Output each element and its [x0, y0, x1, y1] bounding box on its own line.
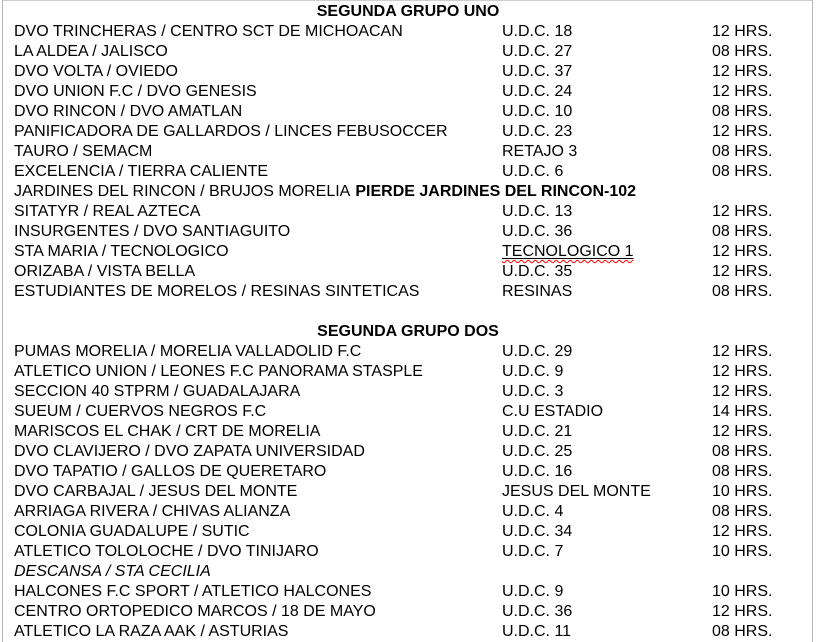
match-cell — [14, 562, 211, 582]
schedule-row — [0, 522, 816, 542]
result-note: PIERDE JARDINES DEL RINCON-102 — [355, 183, 637, 200]
match-cell — [14, 262, 195, 282]
time-cell — [712, 522, 772, 542]
schedule-row — [0, 462, 816, 482]
venue-wrap — [502, 483, 651, 500]
schedule-row — [0, 602, 816, 622]
match-cell — [14, 462, 326, 482]
page-boundary-top — [2, 0, 813, 1]
schedule-row — [0, 262, 816, 282]
venue-text: RESINAS — [502, 283, 573, 300]
venue-wrap — [502, 23, 572, 40]
venue-wrap — [502, 83, 572, 100]
venue-text: U.D.C. 34 — [502, 523, 573, 540]
match-cell — [14, 142, 152, 162]
match-text: SITATYR / REAL AZTECA — [14, 203, 201, 220]
venue-cell — [502, 102, 572, 122]
schedule-row — [0, 122, 816, 142]
schedule-row — [0, 482, 816, 502]
time-cell — [712, 142, 772, 162]
time-text: 08 HRS. — [712, 463, 773, 480]
schedule-row — [0, 22, 816, 42]
venue-cell — [502, 142, 577, 162]
match-cell — [14, 482, 297, 502]
venue-wrap — [502, 63, 572, 80]
match-text: EXCELENCIA / TIERRA CALIENTE — [14, 163, 269, 180]
match-cell — [14, 242, 229, 262]
time-text: 08 HRS. — [712, 503, 773, 520]
match-text: JARDINES DEL RINCON / BRUJOS MORELIA — [14, 183, 351, 200]
venue-wrap — [502, 383, 563, 400]
venue-text: U.D.C. 13 — [502, 203, 573, 220]
schedule-row — [0, 182, 816, 202]
match-text: TAURO / SEMACM — [14, 143, 153, 160]
time-cell — [712, 102, 772, 122]
time-text: 08 HRS. — [712, 283, 773, 300]
time-text: 10 HRS. — [712, 583, 773, 600]
time-cell — [712, 282, 772, 302]
time-cell — [712, 262, 772, 282]
match-cell — [14, 342, 361, 362]
time-cell — [712, 442, 772, 462]
match-cell — [14, 182, 636, 202]
match-text: PUMAS MORELIA / MORELIA VALLADOLID F.C — [14, 343, 362, 360]
match-text: DVO UNION F.C / DVO GENESIS — [14, 83, 257, 100]
venue-cell — [502, 502, 563, 522]
section-segunda-grupo-dos — [0, 322, 816, 642]
rows — [0, 22, 816, 302]
venue-text: U.D.C. 23 — [502, 123, 573, 140]
match-cell — [14, 582, 371, 602]
venue-cell — [502, 362, 563, 382]
time-cell — [712, 122, 772, 142]
time-text: 08 HRS. — [712, 163, 773, 180]
match-text: COLONIA GUADALUPE / SUTIC — [14, 523, 250, 540]
schedule-row — [0, 102, 816, 122]
time-cell — [712, 462, 772, 482]
schedule-row — [0, 82, 816, 102]
match-cell — [14, 162, 268, 182]
venue-cell — [502, 262, 572, 282]
venue-text: U.D.C. 10 — [502, 103, 573, 120]
time-text: 12 HRS. — [712, 203, 773, 220]
venue-wrap — [502, 523, 572, 540]
time-text: 12 HRS. — [712, 123, 773, 140]
time-cell — [712, 382, 772, 402]
time-text: 12 HRS. — [712, 603, 773, 620]
time-text: 10 HRS. — [712, 543, 773, 560]
venue-cell — [502, 402, 603, 422]
match-text: DVO CARBAJAL / JESUS DEL MONTE — [14, 483, 298, 500]
time-text: 08 HRS. — [712, 143, 773, 160]
time-text: 12 HRS. — [712, 343, 773, 360]
time-cell — [712, 362, 772, 382]
match-text: DVO TRINCHERAS / CENTRO SCT DE MICHOACAN — [14, 23, 403, 40]
venue-text: U.D.C. 37 — [502, 63, 573, 80]
schedule-row — [0, 542, 816, 562]
venue-wrap — [502, 163, 563, 180]
match-cell — [14, 542, 319, 562]
venue-cell — [502, 342, 572, 362]
venue-text: U.D.C. 18 — [502, 23, 573, 40]
section-title: SEGUNDA GRUPO UNO — [316, 3, 500, 20]
venue-text: U.D.C. 11 — [502, 623, 572, 640]
time-text: 08 HRS. — [712, 223, 773, 240]
time-text: 12 HRS. — [712, 423, 773, 440]
schedule-row — [0, 622, 816, 642]
venue-cell — [502, 242, 634, 262]
match-text: ARRIAGA RIVERA / CHIVAS ALIANZA — [14, 503, 291, 520]
venue-text: U.D.C. 21 — [502, 423, 573, 440]
schedule-row — [0, 342, 816, 362]
venue-wrap — [502, 403, 603, 420]
match-cell — [14, 62, 178, 82]
match-cell — [14, 42, 168, 62]
schedule-row — [0, 502, 816, 522]
match-cell — [14, 102, 242, 122]
time-cell — [712, 82, 772, 102]
time-text: 12 HRS. — [712, 363, 773, 380]
venue-wrap — [502, 583, 563, 600]
venue-wrap — [502, 263, 572, 280]
schedule-row — [0, 42, 816, 62]
time-cell — [712, 582, 772, 602]
schedule-row — [0, 442, 816, 462]
schedule-row — [0, 282, 816, 302]
time-cell — [712, 342, 772, 362]
venue-wrap — [502, 123, 572, 140]
venue-text: JESUS DEL MONTE — [502, 483, 651, 500]
time-cell — [712, 622, 772, 642]
time-cell — [712, 542, 772, 562]
venue-text: U.D.C. 36 — [502, 603, 573, 620]
venue-cell — [502, 162, 563, 182]
match-text: LA ALDEA / JALISCO — [14, 43, 168, 60]
time-cell — [712, 422, 772, 442]
time-cell — [712, 482, 772, 502]
venue-wrap — [502, 343, 572, 360]
match-text: STA MARIA / TECNOLOGICO — [14, 243, 229, 260]
section-segunda-grupo-uno — [0, 2, 816, 302]
venue-cell — [502, 582, 563, 602]
venue-cell — [502, 42, 572, 62]
schedule-row — [0, 362, 816, 382]
time-cell — [712, 502, 772, 522]
venue-wrap — [502, 43, 572, 60]
match-text: PANIFICADORA DE GALLARDOS / LINCES FEBUSOCCER — [14, 123, 448, 140]
time-cell — [712, 402, 772, 422]
schedule-row — [0, 202, 816, 222]
time-cell — [712, 22, 772, 42]
time-text: 12 HRS. — [712, 383, 773, 400]
match-text: DESCANSA / STA CECILIA — [14, 563, 211, 580]
schedule-row — [0, 582, 816, 602]
match-cell — [14, 82, 257, 102]
venue-text: U.D.C. 27 — [502, 43, 573, 60]
match-text: INSURGENTES / DVO SANTIAGUITO — [14, 223, 291, 240]
venue-text: U.D.C. 4 — [502, 503, 564, 520]
venue-cell — [502, 202, 572, 222]
time-cell — [712, 42, 772, 62]
venue-wrap — [502, 203, 572, 220]
time-text: 08 HRS. — [712, 43, 773, 60]
section-title: SEGUNDA GRUPO DOS — [317, 323, 499, 340]
match-cell — [14, 202, 200, 222]
venue-cell — [502, 282, 572, 302]
venue-cell — [502, 122, 572, 142]
schedule-row — [0, 422, 816, 442]
match-cell — [14, 122, 448, 142]
match-text: ATLETICO TOLOLOCHE / DVO TINIJARO — [14, 543, 319, 560]
venue-text: U.D.C. 6 — [502, 163, 564, 180]
venue-wrap — [502, 503, 563, 520]
venue-cell — [502, 422, 572, 442]
match-cell — [14, 362, 423, 382]
match-cell — [14, 502, 290, 522]
spellcheck-flagged-text[interactable]: TECNOLOGICO 1 — [502, 243, 634, 260]
venue-cell — [502, 482, 651, 502]
venue-cell — [502, 222, 572, 242]
time-cell — [712, 602, 772, 622]
time-cell — [712, 162, 772, 182]
rows — [0, 342, 816, 642]
match-text: ORIZABA / VISTA BELLA — [14, 263, 196, 280]
venue-wrap — [502, 423, 572, 440]
time-text: 08 HRS. — [712, 443, 773, 460]
venue-wrap — [502, 603, 572, 620]
venue-cell — [502, 442, 572, 462]
venue-text: U.D.C. 24 — [502, 83, 573, 100]
time-cell — [712, 242, 772, 262]
venue-wrap — [502, 443, 572, 460]
time-text: 10 HRS. — [712, 483, 773, 500]
match-text: SECCION 40 STPRM / GUADALAJARA — [14, 383, 301, 400]
match-cell — [14, 602, 376, 622]
venue-cell — [502, 462, 572, 482]
schedule-row — [0, 402, 816, 422]
venue-text: U.D.C. 16 — [502, 463, 573, 480]
venue-text: RETAJO 3 — [502, 143, 578, 160]
venue-text: C.U ESTADIO — [502, 403, 604, 420]
time-text: 12 HRS. — [712, 243, 773, 260]
match-text: ATLETICO UNION / LEONES F.C PANORAMA STASPLE — [14, 363, 423, 380]
match-cell — [14, 442, 365, 462]
venue-text: U.D.C. 25 — [502, 443, 573, 460]
venue-text: U.D.C. 35 — [502, 263, 573, 280]
match-cell — [14, 622, 288, 642]
venue-cell — [502, 82, 572, 102]
match-cell — [14, 22, 403, 42]
schedule-row — [0, 242, 816, 262]
schedule-row — [0, 162, 816, 182]
match-cell — [14, 282, 419, 302]
venue-wrap — [502, 283, 572, 300]
match-text: CENTRO ORTOPEDICO MARCOS / 18 DE MAYO — [14, 603, 376, 620]
venue-text: U.D.C. 36 — [502, 223, 573, 240]
venue-wrap — [502, 103, 572, 120]
venue-text: U.D.C. 9 — [502, 583, 564, 600]
match-text: ATLETICO LA RAZA AAK / ASTURIAS — [14, 623, 289, 640]
venue-text: U.D.C. 3 — [502, 383, 564, 400]
time-text: 12 HRS. — [712, 23, 773, 40]
venue-cell — [502, 382, 563, 402]
match-cell — [14, 402, 266, 422]
match-cell — [14, 222, 290, 242]
venue-wrap — [502, 543, 563, 560]
match-text: DVO VOLTA / OVIEDO — [14, 63, 178, 80]
time-text: 08 HRS. — [712, 623, 773, 640]
match-cell — [14, 382, 300, 402]
venue-cell — [502, 542, 563, 562]
venue-wrap — [502, 143, 577, 160]
match-text: HALCONES F.C SPORT / ATLETICO HALCONES — [14, 583, 372, 600]
match-text: ESTUDIANTES DE MORELOS / RESINAS SINTETICAS — [14, 283, 420, 300]
time-text: 12 HRS. — [712, 63, 773, 80]
schedule-row — [0, 222, 816, 242]
venue-text: U.D.C. 7 — [502, 543, 564, 560]
time-text: 12 HRS. — [712, 83, 773, 100]
time-cell — [712, 202, 772, 222]
venue-cell — [502, 522, 572, 542]
match-text: SUEUM / CUERVOS NEGROS F.C — [14, 403, 267, 420]
schedule-row — [0, 562, 816, 582]
venue-wrap — [502, 243, 634, 260]
match-text: MARISCOS EL CHAK / CRT DE MORELIA — [14, 423, 321, 440]
venue-cell — [502, 22, 572, 42]
time-cell — [712, 222, 772, 242]
match-text: DVO RINCON / DVO AMATLAN — [14, 103, 243, 120]
venue-cell — [502, 62, 572, 82]
venue-text: U.D.C. 9 — [502, 363, 564, 380]
time-text: 12 HRS. — [712, 523, 773, 540]
venue-cell — [502, 602, 572, 622]
time-text: 14 HRS. — [712, 403, 773, 420]
schedule-row — [0, 382, 816, 402]
venue-text: U.D.C. 29 — [502, 343, 573, 360]
match-cell — [14, 422, 320, 442]
schedule-row — [0, 142, 816, 162]
time-text: 12 HRS. — [712, 263, 773, 280]
venue-wrap — [502, 363, 563, 380]
schedule-row — [0, 62, 816, 82]
match-cell — [14, 522, 250, 542]
venue-wrap — [502, 223, 572, 240]
time-cell — [712, 62, 772, 82]
match-text: DVO TAPATIO / GALLOS DE QUERETARO — [14, 463, 327, 480]
match-text: DVO CLAVIJERO / DVO ZAPATA UNIVERSIDAD — [14, 443, 365, 460]
venue-wrap — [502, 623, 571, 640]
time-text: 08 HRS. — [712, 103, 773, 120]
venue-wrap — [502, 463, 572, 480]
venue-cell — [502, 622, 571, 642]
